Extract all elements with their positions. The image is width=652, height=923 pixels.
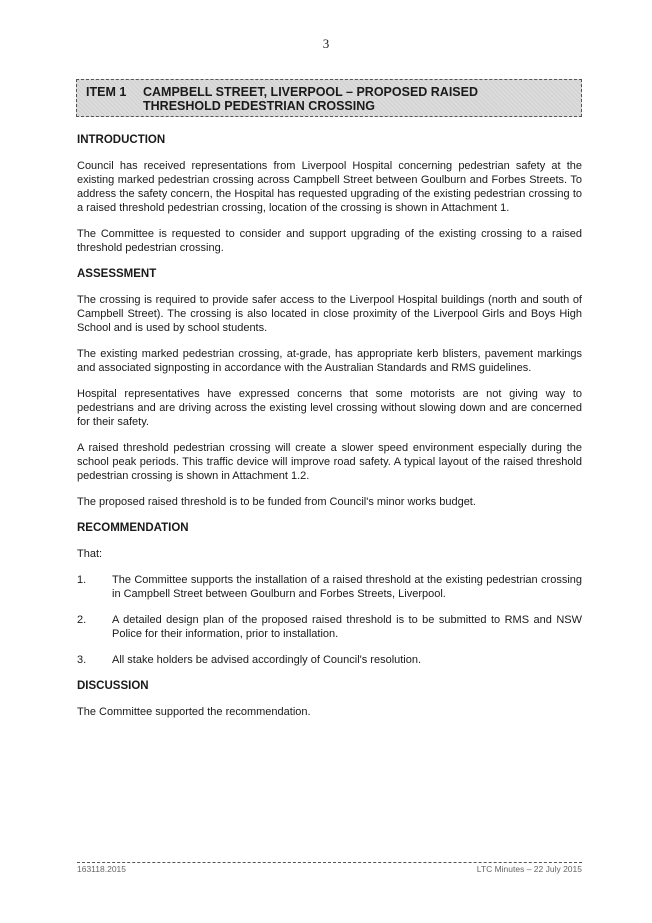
assessment-paragraph-3: Hospital representatives have expressed concerns that some motorists are not giving way to pedestrians and are driving across the existing level crossing without slowing down and are concerned for their safety. (77, 388, 582, 428)
item-title (143, 85, 563, 113)
item-title-line-1: CAMPBELL STREET, LIVERPOOL – PROPOSED RAISED (143, 85, 479, 99)
introduction-heading: INTRODUCTION (77, 134, 166, 146)
document-body (77, 133, 582, 731)
introduction-paragraph-1: Council has received representations from Liverpool Hospital concerning pedestrian safety at the existing marked pedestrian crossing across Campbell Street between Goulburn and Forbes Streets. To address the safety concern, the Hospital has requested upgrading of the existing pedestrian crossing to a raised threshold pedestrian crossing, location of the crossing is shown in Attachment 1. (77, 160, 582, 214)
recommendation-item (77, 613, 582, 641)
recommendation-item-number: 3. (77, 654, 87, 666)
recommendation-intro: That: (77, 548, 103, 560)
item-title-line-2: THRESHOLD PEDESTRIAN CROSSING (143, 99, 375, 113)
footer-minutes-date: LTC Minutes – 22 July 2015 (476, 864, 582, 874)
page-number: 3 (322, 36, 330, 51)
assessment-heading: ASSESSMENT (77, 268, 157, 280)
footer-divider (77, 862, 582, 863)
recommendation-item-text: The Committee supports the installation of a raised threshold at the existing pedestrian crossing in Campbell Street between Goulburn and Forbes Streets, Liverpool. (112, 574, 582, 600)
discussion-paragraph: The Committee supported the recommendation. (77, 706, 311, 718)
footer-reference: 163118.2015 (77, 864, 127, 874)
recommendation-item (77, 653, 582, 667)
recommendation-item-text: All stake holders be advised accordingly of Council's resolution. (112, 654, 422, 666)
recommendation-item-text: A detailed design plan of the proposed raised threshold is to be submitted to RMS and NSW Police for their information, prior to installation. (112, 614, 582, 640)
assessment-paragraph-5: The proposed raised threshold is to be funded from Council's minor works budget. (77, 496, 476, 508)
recommendation-item-number: 1. (77, 574, 87, 586)
recommendation-item (77, 573, 582, 601)
item-heading-box (76, 79, 582, 117)
recommendation-heading: RECOMMENDATION (77, 522, 189, 534)
introduction-paragraph-2: The Committee is requested to consider and support upgrading of the existing crossing to a raised threshold pedestrian crossing. (77, 228, 582, 254)
assessment-paragraph-4: A raised threshold pedestrian crossing will create a slower speed environment especially during the school peak periods. This traffic device will improve road safety. A typical layout of the raised threshold pedestrian crossing is shown in Attachment 1.2. (77, 442, 582, 482)
assessment-paragraph-1: The crossing is required to provide safer access to the Liverpool Hospital buildings (north and south of Campbell Street). The crossing is also located in close proximity of the Liverpool Girls and Boys High School and is used by school students. (77, 294, 582, 334)
discussion-heading: DISCUSSION (77, 680, 149, 692)
recommendation-item-number: 2. (77, 614, 87, 626)
assessment-paragraph-2: The existing marked pedestrian crossing, at-grade, has appropriate kerb blisters, pavement markings and associated signposting in accordance with the Australian Standards and RMS guidelines. (77, 348, 582, 374)
item-number: ITEM 1 (86, 85, 127, 99)
